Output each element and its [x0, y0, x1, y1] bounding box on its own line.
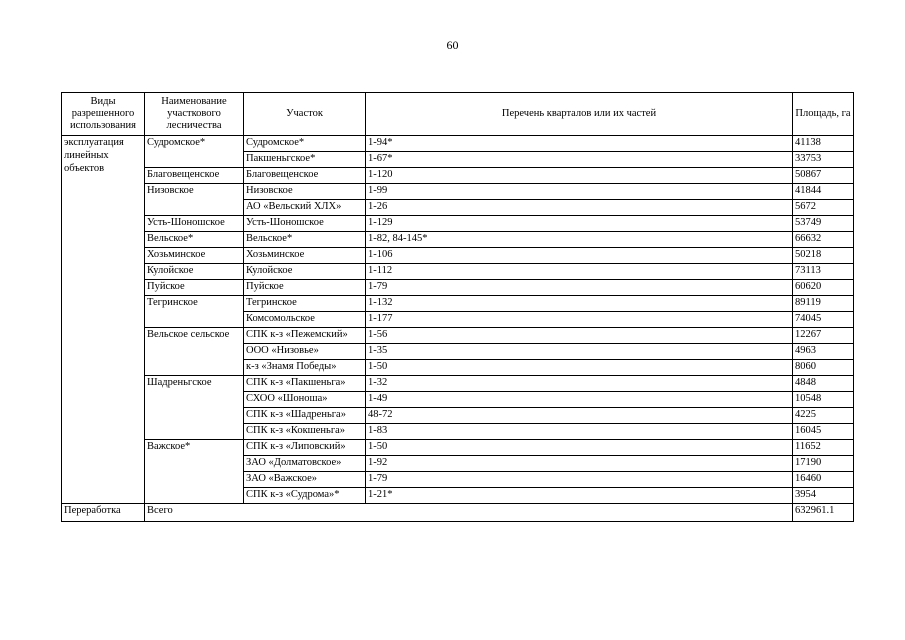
area-cell: 5672: [793, 200, 854, 216]
section-cell: Судромское*: [244, 136, 366, 152]
area-cell: 12267: [793, 328, 854, 344]
area-cell: 74045: [793, 312, 854, 328]
quarters-cell: 1-35: [366, 344, 793, 360]
section-cell: АО «Вельский ХЛХ»: [244, 200, 366, 216]
total-area: 632961.1: [793, 504, 854, 522]
section-cell: Пакшеньгское*: [244, 152, 366, 168]
quarters-cell: 1-82, 84-145*: [366, 232, 793, 248]
section-cell: ЗАО «Важское»: [244, 472, 366, 488]
header-row: [62, 93, 854, 136]
forestry-cell: Низовское: [145, 184, 244, 216]
quarters-cell: 1-79: [366, 280, 793, 296]
section-cell: к-з «Знамя Победы»: [244, 360, 366, 376]
table-row: [62, 216, 854, 232]
section-cell: Усть-Шоношское: [244, 216, 366, 232]
forestry-cell: Важское*: [145, 440, 244, 504]
area-cell: 60620: [793, 280, 854, 296]
forestry-cell: Усть-Шоношское: [145, 216, 244, 232]
section-cell: Комсомольское: [244, 312, 366, 328]
section-cell: Тегринское: [244, 296, 366, 312]
area-cell: 89119: [793, 296, 854, 312]
section-cell: ООО «Низовье»: [244, 344, 366, 360]
quarters-cell: 1-67*: [366, 152, 793, 168]
area-cell: 16045: [793, 424, 854, 440]
forestry-cell: Пуйское: [145, 280, 244, 296]
area-cell: 50218: [793, 248, 854, 264]
quarters-cell: 1-120: [366, 168, 793, 184]
quarters-cell: 1-92: [366, 456, 793, 472]
header-area: Площадь, га: [793, 93, 854, 136]
quarters-cell: 1-50: [366, 440, 793, 456]
table-row: [62, 376, 854, 392]
area-cell: 4848: [793, 376, 854, 392]
section-cell: Благовещенское: [244, 168, 366, 184]
area-cell: 4963: [793, 344, 854, 360]
forestry-cell: Судромское*: [145, 136, 244, 168]
quarters-cell: 1-132: [366, 296, 793, 312]
forestry-cell: Вельское сельское: [145, 328, 244, 376]
quarters-cell: 1-106: [366, 248, 793, 264]
quarters-cell: 1-177: [366, 312, 793, 328]
use-type-cell: Переработка: [62, 504, 145, 522]
forest-use-table: [61, 92, 854, 522]
section-cell: СПК к-з «Пежемский»: [244, 328, 366, 344]
section-cell: Вельское*: [244, 232, 366, 248]
section-cell: СПК к-з «Шадреньга»: [244, 408, 366, 424]
forestry-cell: Благовещенское: [145, 168, 244, 184]
quarters-cell: 1-21*: [366, 488, 793, 504]
table-row: [62, 168, 854, 184]
area-cell: 8060: [793, 360, 854, 376]
area-cell: 11652: [793, 440, 854, 456]
table-row: [62, 440, 854, 456]
header-section: Участок: [244, 93, 366, 136]
quarters-cell: 1-83: [366, 424, 793, 440]
table-row: [62, 248, 854, 264]
total-row: [62, 504, 854, 522]
area-cell: 73113: [793, 264, 854, 280]
table-row: [62, 136, 854, 152]
section-cell: СПК к-з «Липовский»: [244, 440, 366, 456]
quarters-cell: 1-50: [366, 360, 793, 376]
forestry-cell: Тегринское: [145, 296, 244, 328]
area-cell: 33753: [793, 152, 854, 168]
section-cell: ЗАО «Долматовское»: [244, 456, 366, 472]
section-cell: СПК к-з «Пакшеньга»: [244, 376, 366, 392]
table-row: [62, 280, 854, 296]
quarters-cell: 1-99: [366, 184, 793, 200]
area-cell: 41844: [793, 184, 854, 200]
section-cell: СПК к-з «Судрома»*: [244, 488, 366, 504]
forestry-cell: Кулойское: [145, 264, 244, 280]
quarters-cell: 1-56: [366, 328, 793, 344]
use-type-cell: эксплуатация линейных объектов: [62, 136, 145, 504]
area-cell: 66632: [793, 232, 854, 248]
total-label: Всего: [145, 504, 793, 522]
area-cell: 10548: [793, 392, 854, 408]
section-cell: Пуйское: [244, 280, 366, 296]
quarters-cell: 1-26: [366, 200, 793, 216]
forestry-cell: Хозьминское: [145, 248, 244, 264]
table-row: [62, 184, 854, 200]
quarters-cell: 1-32: [366, 376, 793, 392]
section-cell: Хозьминское: [244, 248, 366, 264]
forestry-cell: Шадреньгское: [145, 376, 244, 440]
quarters-cell: 1-129: [366, 216, 793, 232]
header-quarters: Перечень кварталов или их частей: [366, 93, 793, 136]
area-cell: 50867: [793, 168, 854, 184]
table-row: [62, 296, 854, 312]
page-number: 60: [446, 38, 459, 52]
header-forestry: Наименование участкового лесничества: [145, 93, 244, 136]
quarters-cell: 48-72: [366, 408, 793, 424]
area-cell: 3954: [793, 488, 854, 504]
area-cell: 4225: [793, 408, 854, 424]
quarters-cell: 1-79: [366, 472, 793, 488]
header-use-type: Виды разрешенного использования: [62, 93, 145, 136]
table-row: [62, 328, 854, 344]
area-cell: 41138: [793, 136, 854, 152]
area-cell: 53749: [793, 216, 854, 232]
section-cell: Кулойское: [244, 264, 366, 280]
quarters-cell: 1-49: [366, 392, 793, 408]
section-cell: СПК к-з «Кокшеньга»: [244, 424, 366, 440]
section-cell: СХОО «Шоноша»: [244, 392, 366, 408]
quarters-cell: 1-94*: [366, 136, 793, 152]
quarters-cell: 1-112: [366, 264, 793, 280]
forestry-cell: Вельское*: [145, 232, 244, 248]
area-cell: 16460: [793, 472, 854, 488]
area-cell: 17190: [793, 456, 854, 472]
table-row: [62, 232, 854, 248]
section-cell: Низовское: [244, 184, 366, 200]
table-row: [62, 264, 854, 280]
